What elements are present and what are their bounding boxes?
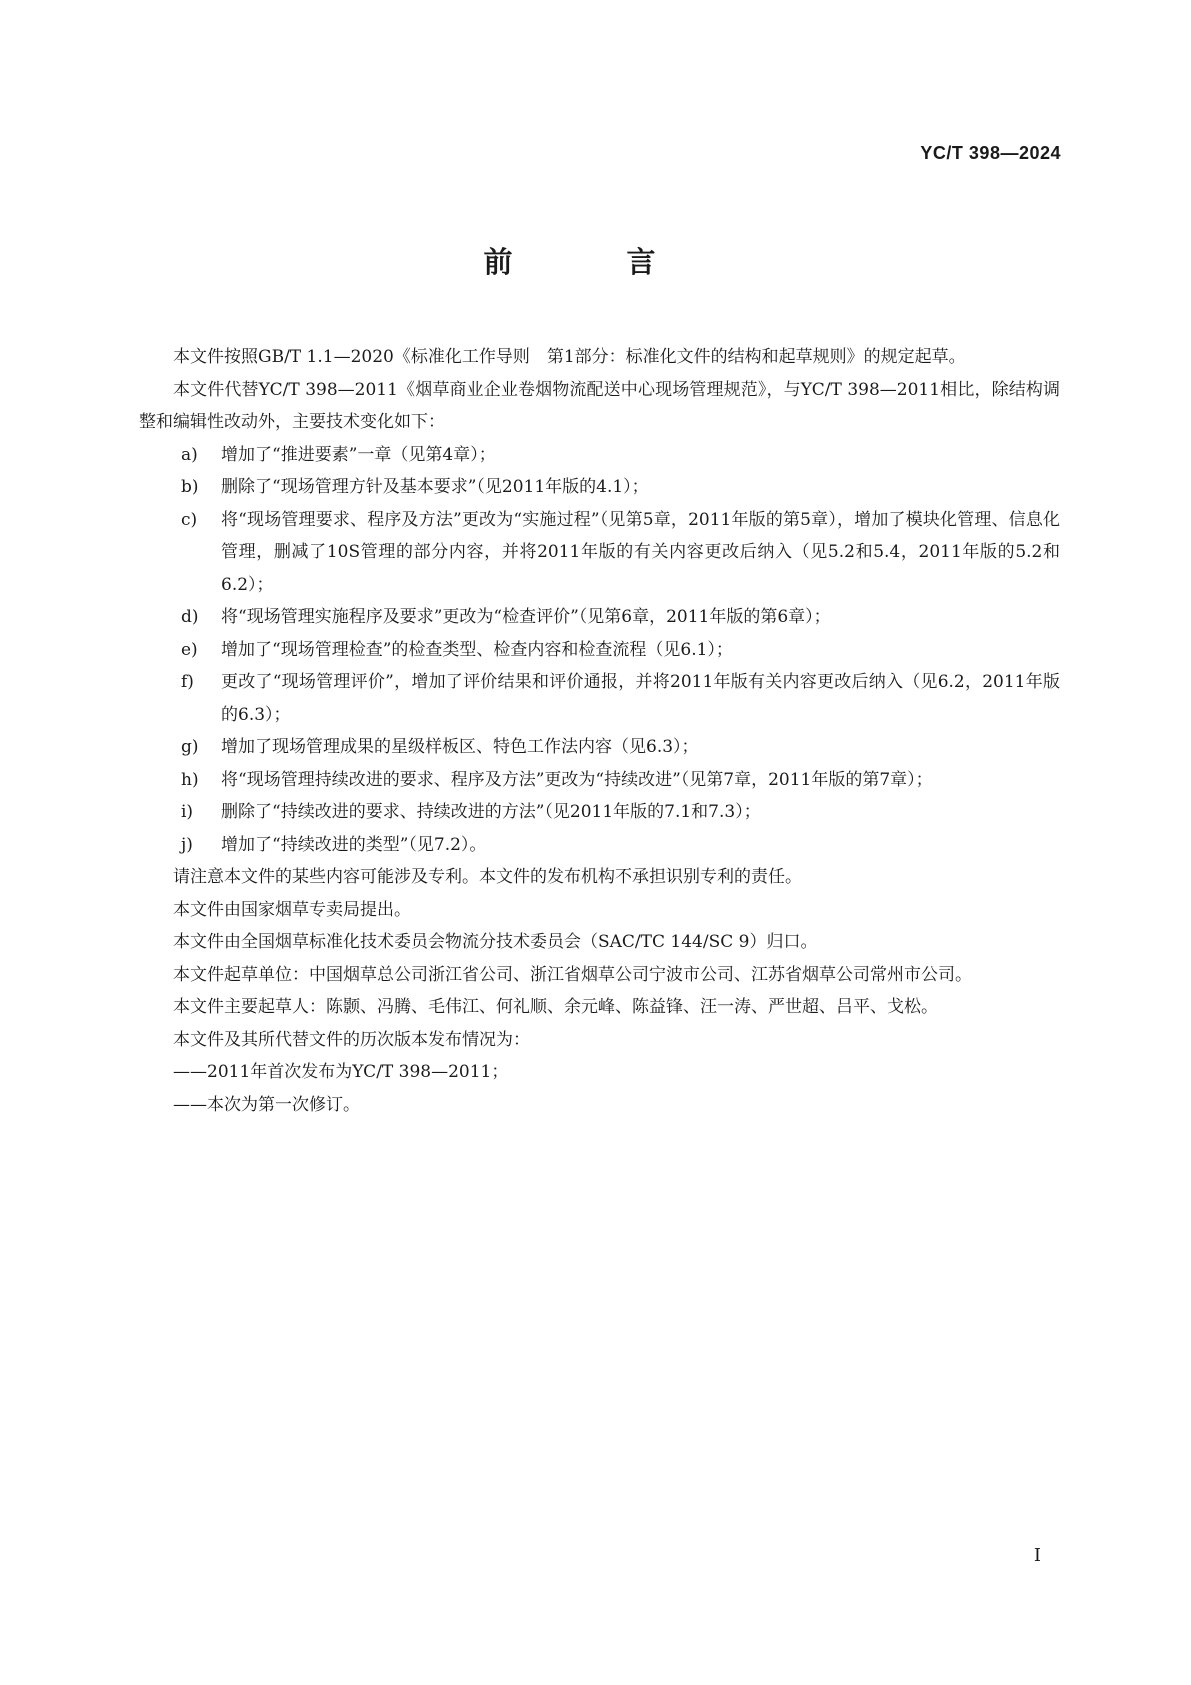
list-item-text: 增加了“持续改进的类型”（见7.2）。 <box>221 834 487 855</box>
history-intro: 本文件及其所代替文件的历次版本发布情况为： <box>173 1029 530 1050</box>
history-item: ——本次为第一次修订。 <box>173 1094 360 1115</box>
list-item <box>139 666 1060 731</box>
intro-paragraph-1: 本文件按照GB/T 1.1—2020《标准化工作导则 第1部分：标准化文件的结构和起草规则》的规定起草。 <box>173 347 966 367</box>
list-marker: d) <box>181 607 199 627</box>
drafters-note: 本文件主要起草人：陈颢、冯腾、毛伟江、何礼顺、余元峰、陈益锋、汪一涛、严世超、吕平、戈松。 <box>173 997 938 1017</box>
list-item <box>139 829 1060 862</box>
list-marker: e) <box>181 639 198 660</box>
proposer-note: 本文件由国家烟草专卖局提出。 <box>173 899 411 920</box>
list-item <box>139 634 1060 667</box>
list-item <box>139 601 1060 634</box>
list-item <box>139 764 1060 797</box>
list-item-text: 将“现场管理实施程序及要求”更改为“检查评价”（见第6章，2011年版的第6章）； <box>221 607 831 627</box>
list-item-text: 将“现场管理持续改进的要求、程序及方法”更改为“持续改进”（见第7章，2011年版的第7章）； <box>221 769 933 790</box>
list-item-text: 将“现场管理要求、程序及方法”更改为“实施过程”（见第5章，2011年版的第5章），增加了模块化管理、信息化管理，删减了10S管理的部分内容，并将2011年版的有关内容更改后纳入（见5.2和5.4，2011年版的5.2和6.2）； <box>221 509 1060 595</box>
document-body <box>139 341 1060 1121</box>
patent-note: 请注意本文件的某些内容可能涉及专利。本文件的发布机构不承担识别专利的责任。 <box>173 867 802 887</box>
list-item-text: 增加了“现场管理检查”的检查类型、检查内容和检查流程（见6.1）； <box>221 639 733 660</box>
changes-list <box>139 439 1060 862</box>
committee-note: 本文件由全国烟草标准化技术委员会物流分技术委员会（SAC/TC 144/SC 9）归口。 <box>173 932 818 952</box>
list-marker: i) <box>181 802 194 822</box>
list-item <box>139 504 1060 602</box>
list-item <box>139 796 1060 829</box>
list-marker: b) <box>181 477 199 497</box>
list-marker: c) <box>181 509 198 530</box>
history-item: ——2011年首次发布为YC/T 398—2011； <box>173 1062 509 1082</box>
list-item <box>139 471 1060 504</box>
list-marker: j) <box>181 834 193 855</box>
list-item-text: 增加了“推进要素”一章（见第4章）； <box>221 444 496 465</box>
drafting-units-note: 本文件起草单位：中国烟草总公司浙江省公司、浙江省烟草公司宁波市公司、江苏省烟草公司常州市公司。 <box>173 964 972 985</box>
list-marker: g) <box>181 737 199 757</box>
intro-paragraph-2: 本文件代替YC/T 398—2011《烟草商业企业卷烟物流配送中心现场管理规范》，与YC/T 398—2011相比，除结构调整和编辑性改动外，主要技术变化如下： <box>139 379 1060 432</box>
page-title: 前 言 <box>483 245 708 279</box>
list-item-text: 增加了现场管理成果的星级样板区、特色工作法内容（见6.3）； <box>221 737 699 757</box>
list-item-text: 更改了“现场管理评价”，增加了评价结果和评价通报，并将2011年版有关内容更改后纳入（见6.2，2011年版的6.3）； <box>221 672 1060 725</box>
list-item <box>139 731 1060 764</box>
list-marker: f) <box>181 672 194 692</box>
list-item-text: 删除了“现场管理方针及基本要求”（见2011年版的4.1）； <box>221 477 649 497</box>
list-marker: a) <box>181 444 198 465</box>
page-number: I <box>1033 1545 1041 1566</box>
list-item-text: 删除了“持续改进的要求、持续改进的方法”（见2011年版的7.1和7.3）； <box>221 802 761 822</box>
document-code: YC/T 398—2024 <box>920 143 1061 163</box>
list-item <box>139 439 1060 472</box>
list-marker: h) <box>181 769 199 790</box>
